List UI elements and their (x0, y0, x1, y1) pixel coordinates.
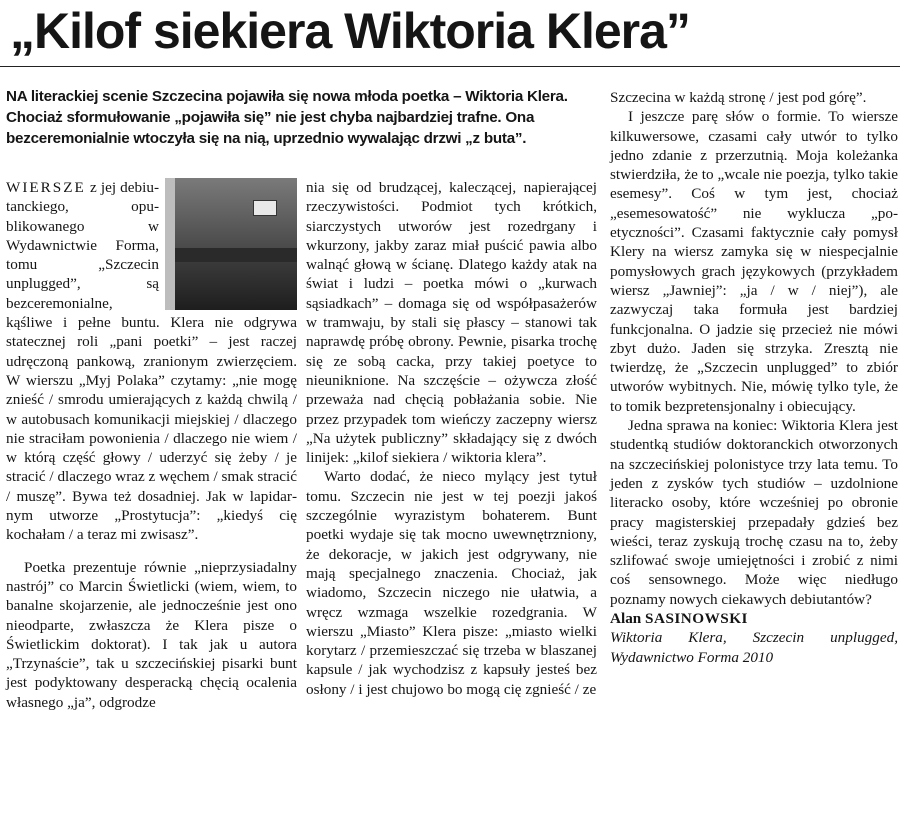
body-paragraph-3-cont: Szczecina w każdą stronę / jest pod górę”. (610, 89, 867, 106)
first-word: WIERSZE (6, 179, 86, 196)
article-column-2 (306, 178, 597, 699)
body-paragraph-2: Poetka prezentuje równie „nieprzysiadalny nastrój” co Marcin Świetlicki (wiem, wiem, to banalne skojarzenie, ale jednocześnie jest ono nieodparte, zwłaszcza że Klera pisze o Świetlickim doktorat). I tak jak u autora „Trzynaście”, tak u szczecińskiej pisarki bunt jest podyktowany desperacką chęcią ocalenia własnego „ja”, odgrodze (6, 558, 297, 711)
body-paragraph-2-cont: nia się od brudzącej, kaleczącej, napierającej rzeczywistości. Podmiot tych krótkich, siarczystych utworów jest rozedrgany i wkurzony, jakby zaraz miał puścić pawia albo walnąć głową w ścianę. Dlatego każdy atak na świat i ludzi – poetka mówi o „kurwach sąsiadkach” – domaga się od współpasażerów w tramwaju, by stali się płascy – stanowi tak naprawdę próbę obrony. Pewnie, pisarka trochę się ze sobą cacka, przy takiej poetyce to nieuniknione. Na szczęście – ożywcza złość przeważa nad chęcią pobłażania sobie. Nie przez przypadek tom wieńczy zaczepny wiersz „Na użytek publiczny” składający się z dwóch linijek: „kilof siekiera / wiktoria klera”. (306, 179, 597, 467)
body-paragraph-5: Jedna sprawa na koniec: Wiktoria Klera jest studentką studiów doktoranckich otworzonych na szczecińskiej polonistyce trzy lata temu. To jeden z zysków tych studiów – uzdolnione literacko osoby, które wcześniej po obronie pracy magisterskiej przepadały gdzieś bez wieści, teraz zyskują trochę czasu na to, żeby szlifować swoje umiejętności i zrobić z nimi coś sensownego. Może więc niedługo poznamy nowych ciekawych debiutantów? (610, 417, 898, 608)
article-photo (165, 178, 297, 310)
article-column-1 (6, 178, 297, 712)
book-source: Wiktoria Klera, Szczecin unplugged, Wydawnictwo Forma 2010 (610, 629, 898, 666)
body-paragraph-1: WIERSZE z jej debiutanckiego, opublikowanego w Wydawnictwie Forma, tomu „Szczecin unplugged”, są bezceremonialne, kąśliwe i pełne buntu. Klera nie odgrywa statecznej roli „pani poetki” – jest raczej udręczoną pankową, zranionym zwierzęciem. W wierszu „Myj Polaka” czytamy: „nie mogę znieść / smrodu umierających z każdą chwilą / w autobusach komunikacji miejskiej / dlaczego nie straciłam powonienia / dlaczego nie wiem / w którą część głowy / uderzyć się żeby / je stracić / dlaczego wraz z węchem / smak stracić / muszę”. Bywa też dosadniej. Jak w lapidarnym utworze „Prostytucja”: „kiedyś cię kochałam / a teraz mi zwisasz”. (6, 179, 297, 544)
article-column-3 (610, 88, 898, 667)
headline-rule (0, 66, 900, 67)
author-byline: Alan SASINOWSKI (610, 610, 748, 628)
headline: „Kilof siekiera Wiktoria Klera” (10, 3, 690, 59)
lead-paragraph: NA literackiej scenie Szczecina pojawiła się nowa młoda poetka – Wiktoria Klera. Chociaż sformułowanie „pojawiła się” nie jest chyba najbardziej trafne. Ona bezceremonialnie wtoczyła się na nią, uprzednio wywalając drzwi „z buta”. (6, 88, 568, 147)
body-paragraph-3: Warto dodać, że nieco mylący jest tytuł tomu. Szczecin nie jest w tej poezji jakoś szczególnie wyrazistym bohaterem. Bunt poetki wydaje się tak mocno uwewnętrzniony, że dekoracje, w jakich jest odgrywany, nie mają specjalnego znaczenia. Chociaż, jak wiadomo, Szczecin niczego nie ułatwia, a wręcz wzmaga wszelkie rozedgrania. W wierszu „Miasto” Klera pisze: „miasto wielki korytarz / przemieszczać się trzeba w blaszanej kapsule / jak wychodzisz z kapsuły jesteś bez osłony / i jest chujowo bo mogą cię zgnieść / ze (306, 468, 597, 698)
body-paragraph-4: I jeszcze parę słów o formie. To wiersze kilkuwersowe, czasami cały utwór to tylko jedno zdanie z przerzutnią. Moja koleżanka stwierdziła, że to „wcale nie poezja, tylko takie esemesy”. Coś w tym jest, chociaż „esemesowatość” nie wyklucza „poetyczności”. Czasami faktycznie cały pomysł Klery na wiersz zamyka się w niespecjalnie pomysłowych grach językowych (przykładem wiersz „Jawniej”: „ja / w / niej”), ale zazwyczaj taka formuła jest bardziej funkcjonalna. O jadzie się przecież nie mówi zbyt dużo. Jaden się strzyka. Zresztą nie twierdzę, że „Szczecin unplugged” to zbiór utworów wybitnych. Nie, mówię tylko tyle, że to tomik bezpretensjonalny i obiecujący. (610, 108, 898, 415)
